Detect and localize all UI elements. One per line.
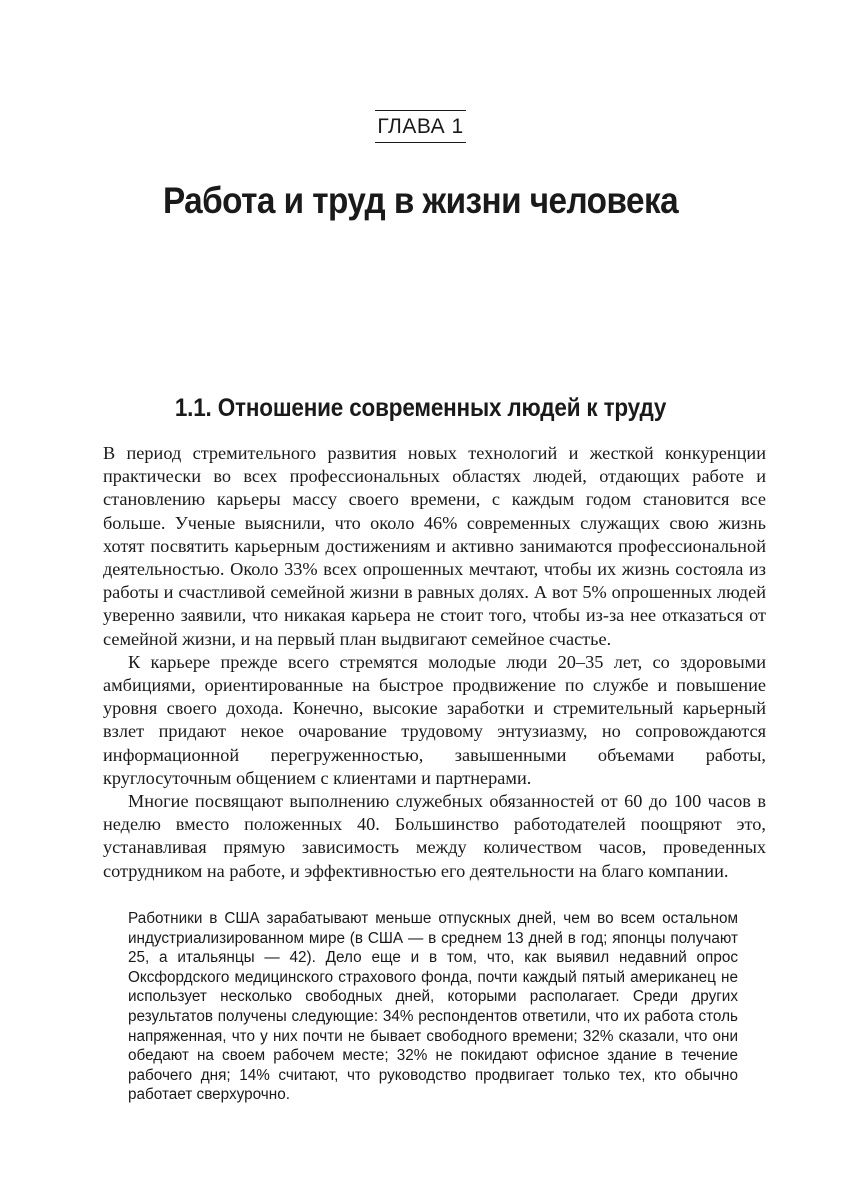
- paragraph-2: К карьере прежде всего стремятся молодые люди 20–35 лет, со здоровыми амбициями, ориентированные на быстрое продвижение по службе и повышение уровня своего дохода. Конечно, высокие заработки и стремительный карьерный взлет придают некое очарование трудовому энтузиазму, но сопровождаются информационной перегруженностью, завышенными объемами работы, круглосуточным общением с клиентами и партнерами.: [103, 651, 766, 788]
- paragraph-1: В период стремительного развития новых технологий и жесткой конкуренции практически во всех профессиональных областях людей, отдающих работе и становлению карьеры массу своего времени, с каждым годом становится все больше. Ученые выяснили, что около 46% современных служащих свою жизнь хотят посвятить карьерным достижениям и активно занимаются профессиональной деятельностью. Около 33% всех опрошенных мечтают, чтобы их жизнь состояла из работы и счастливой семейной жизни в равных долях. А вот 5% опрошенных людей уверенно заявили, что никакая карьера не стоит того, чтобы из-за нее отказаться от семейной жизни, и на первый план выдвигают семейное счастье.: [103, 443, 766, 649]
- body-text: [103, 442, 766, 883]
- chapter-title: Работа и труд в жизни человека: [162, 180, 679, 221]
- section-title: 1.1. Отношение современных людей к труду: [174, 394, 667, 422]
- chapter-label: [0, 110, 841, 143]
- chapter-label-text: ГЛАВА 1: [375, 110, 465, 143]
- paragraph-3: Многие посвящают выполнению служебных обязанностей от 60 до 100 часов в неделю вместо положенных 40. Большинство работодателей поощряют это, устанавливая прямую зависимость между количеством часов, проведенных сотрудником на работе, и эффективностью его деятельности на благо компании.: [103, 791, 766, 881]
- sidebar-note: Работники в США зарабатывают меньше отпускных дней, чем во всем остальном индустриализированном мире (в США — в среднем 13 дней в год; японцы получают 25, а итальянцы — 42). Дело еще и в том, что, как выявил недавний опрос Оксфордского медицинского страхового фонда, почти каждый пятый американец не использует несколько свободных дней, которыми располагает. Среди других результатов получены следующие: 34% респондентов ответили, что их работа столь напряженная, что у них почти не бывает свободного времени; 32% сказали, что они обедают на своем рабочем месте; 32% не покидают офисное здание в течение рабочего дня; 14% считают, что руководство продвигает только тех, кто обычно работает сверхурочно.: [128, 910, 738, 1104]
